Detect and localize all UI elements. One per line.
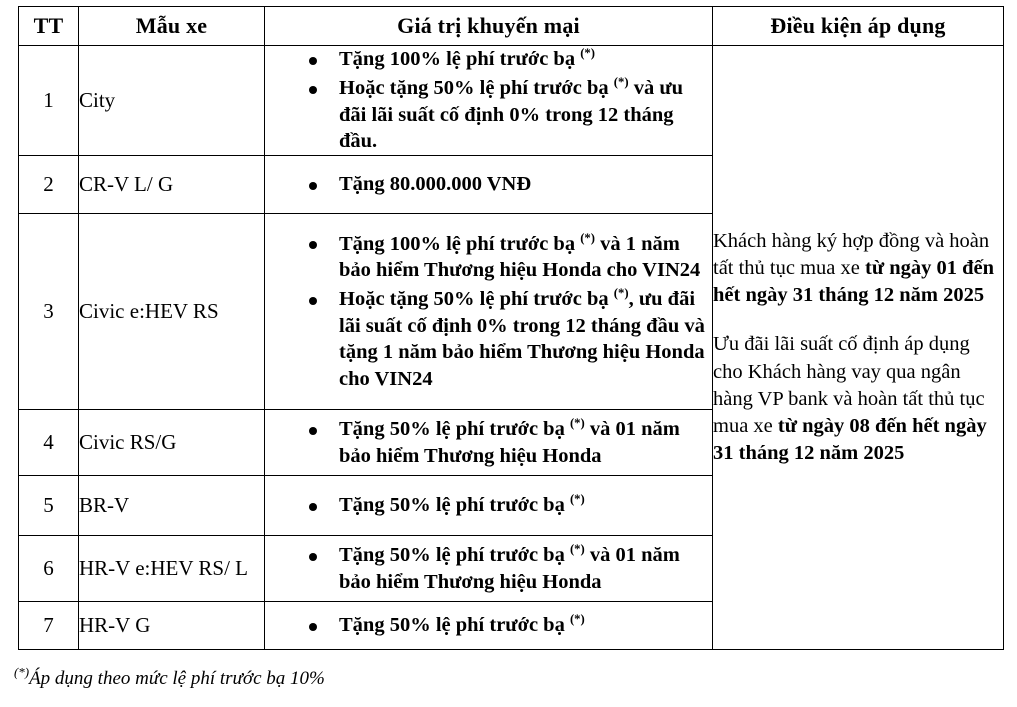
footnote-marker: (*): [569, 612, 585, 627]
bullet-text-tail: và ưu đãi lãi suất cố định 0% trong 12 tháng đầu.: [339, 76, 684, 153]
list-item: [309, 492, 712, 519]
bullet-text: Tặng 50% lệ phí trước bạ: [339, 614, 570, 637]
condition-paragraph-2: [713, 331, 1003, 466]
bullet-list: [265, 171, 712, 198]
bullet-text-tail: và 1 năm bảo hiểm Thương hiệu Honda cho VIN24: [339, 232, 701, 282]
condition-text-normal: Khách hàng ký hợp đồng và hoàn tất thủ tục mua xe: [713, 230, 990, 280]
footnote-marker: (*): [569, 542, 585, 557]
model-name: HR-V G: [79, 602, 265, 650]
promotion-value: [265, 536, 713, 602]
bullet-dot-icon: [309, 57, 317, 65]
bullet-dot-icon: [309, 86, 317, 94]
table-header-row: [19, 7, 1004, 46]
condition-text-normal: Ưu đãi lãi suất cố định áp dụng cho Khách hàng vay qua ngân hàng VP bank và hoàn tất thủ tục mua xe: [713, 333, 985, 437]
list-item: [309, 612, 712, 639]
list-item: [309, 416, 712, 469]
column-header-tt: TT: [19, 7, 79, 46]
list-item: [309, 231, 712, 284]
row-index: 7: [19, 602, 79, 650]
promotion-value: [265, 156, 713, 214]
promotion-value: [265, 410, 713, 476]
bullet-list: [265, 416, 712, 469]
footnote-marker: (*): [580, 230, 596, 245]
column-header-promotion-value: Giá trị khuyến mại: [265, 7, 713, 46]
row-index: 5: [19, 476, 79, 536]
row-index: 3: [19, 214, 79, 410]
bullet-dot-icon: [309, 553, 317, 561]
model-name: HR-V e:HEV RS/ L: [79, 536, 265, 602]
footnote: [14, 664, 325, 690]
row-index: 2: [19, 156, 79, 214]
column-header-model: Mẫu xe: [79, 7, 265, 46]
footnote-marker: (*): [580, 46, 596, 61]
model-name: Civic e:HEV RS: [79, 214, 265, 410]
bullet-list: [265, 46, 712, 155]
promotion-value: [265, 46, 713, 156]
condition-text-bold: từ ngày 01 đến hết ngày 31 tháng 12 năm 2025: [713, 257, 995, 307]
model-name: City: [79, 46, 265, 156]
bullet-dot-icon: [309, 503, 317, 511]
bullet-text: Tặng 100% lệ phí trước bạ: [339, 48, 581, 71]
bullet-text: Tặng 80.000.000 VNĐ: [339, 173, 532, 196]
promotion-value: [265, 602, 713, 650]
bullet-list: [265, 231, 712, 393]
list-item: [309, 171, 712, 198]
footnote-marker: (*): [613, 75, 629, 90]
list-item: [309, 286, 712, 393]
promotion-table: [18, 6, 1004, 650]
bullet-dot-icon: [309, 427, 317, 435]
bullet-dot-icon: [309, 297, 317, 305]
condition-text-bold: từ ngày 08 đến hết ngày 31 tháng 12 năm 2025: [713, 414, 987, 464]
row-index: 4: [19, 410, 79, 476]
bullet-list: [265, 542, 712, 595]
row-index: 6: [19, 536, 79, 602]
bullet-list: [265, 612, 712, 639]
bullet-list: [265, 492, 712, 519]
list-item: [309, 46, 712, 73]
bullet-dot-icon: [309, 241, 317, 249]
list-item: [309, 542, 712, 595]
table-row: [19, 46, 1004, 156]
promotion-value: [265, 476, 713, 536]
bullet-dot-icon: [309, 623, 317, 631]
bullet-text-tail: và 01 năm bảo hiểm Thương hiệu Honda: [339, 417, 680, 467]
list-item: [309, 75, 712, 155]
model-name: BR-V: [79, 476, 265, 536]
footnote-marker: (*): [569, 416, 585, 431]
model-name: Civic RS/G: [79, 410, 265, 476]
bullet-text: Tặng 100% lệ phí trước bạ: [339, 232, 581, 255]
bullet-text: Tặng 50% lệ phí trước bạ: [339, 417, 570, 440]
footnote-marker: (*): [569, 492, 585, 507]
promotion-value: [265, 214, 713, 410]
bullet-text: Tặng 50% lệ phí trước bạ: [339, 543, 570, 566]
row-index: 1: [19, 46, 79, 156]
bullet-text: Tặng 50% lệ phí trước bạ: [339, 494, 570, 517]
bullet-text: Hoặc tặng 50% lệ phí trước bạ: [339, 287, 614, 310]
footnote-marker: (*): [14, 664, 30, 680]
bullet-dot-icon: [309, 182, 317, 190]
footnote-marker: (*): [613, 286, 629, 301]
bullet-text-tail: và 01 năm bảo hiểm Thương hiệu Honda: [339, 543, 680, 593]
model-name: CR-V L/ G: [79, 156, 265, 214]
footnote-text: Áp dụng theo mức lệ phí trước bạ 10%: [29, 668, 325, 689]
bullet-text: Hoặc tặng 50% lệ phí trước bạ: [339, 76, 614, 99]
column-header-conditions: Điều kiện áp dụng: [713, 7, 1004, 46]
application-conditions: [713, 46, 1004, 650]
condition-paragraph-1: [713, 228, 1003, 309]
bullet-text-tail: , ưu đãi lãi suất cố định 0% trong 12 tháng đầu và tặng 1 năm bảo hiểm Thương hiệu Honda cho VIN24: [339, 287, 705, 390]
